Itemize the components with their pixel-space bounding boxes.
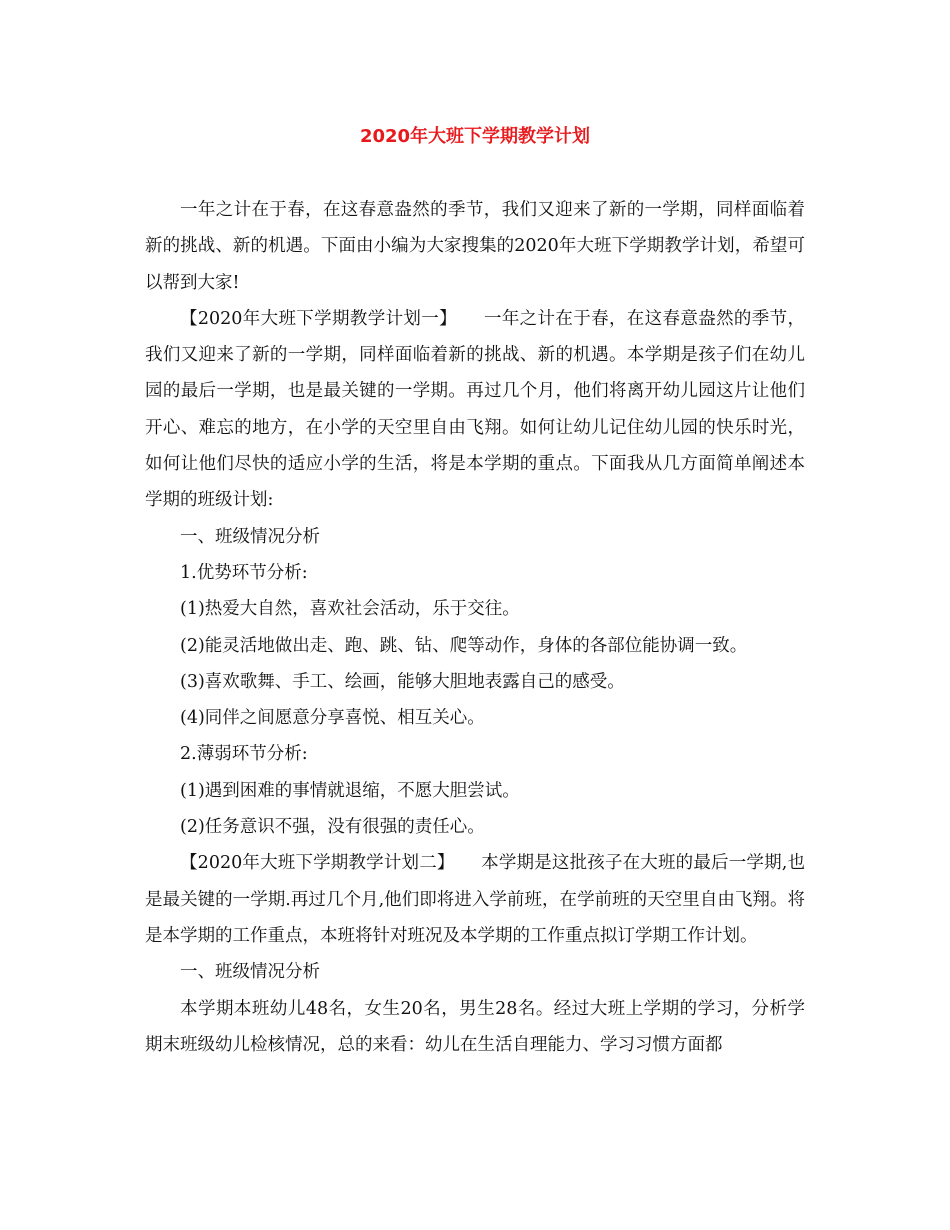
strength-item: (4)同伴之间愿意分享喜悦、相互关心。: [180, 708, 485, 729]
class-stats-paragraph: 本学期本班幼儿48名，女生20名，男生28名。经过大班上学期的学习，分析学期末班级幼儿检核情况，总的来看：幼儿在生活自理能力、学习习惯方面都: [145, 998, 805, 1055]
document-body: [145, 192, 805, 1063]
section-heading-class-analysis: 一、班级情况分析: [180, 526, 320, 547]
weakness-item: (1)遇到困难的事情就退缩，不愿大胆尝试。: [180, 780, 520, 801]
section-heading-class-analysis: 一、班级情况分析: [180, 962, 320, 983]
strength-item: (2)能灵活地做出走、跑、跳、钻、爬等动作，身体的各部位能协调一致。: [180, 635, 748, 656]
document-title: 2020年大班下学期教学计划: [359, 126, 591, 147]
weakness-item: (2)任务意识不强，没有很强的责任心。: [180, 817, 485, 838]
strength-item: (1)热爱大自然，喜欢社会活动，乐于交往。: [180, 599, 520, 620]
intro-paragraph: 一年之计在于春，在这春意盎然的季节，我们又迎来了新的一学期，同样面临着新的挑战、新的机遇。下面由小编为大家搜集的2020年大班下学期教学计划，希望可以帮到大家!: [145, 200, 805, 293]
subheading-strengths: 1.优势环节分析:: [180, 562, 308, 583]
plan-two-paragraph: 【2020年大班下学期教学计划二】 本学期是这批孩子在大班的最后一学期,也是最关键的一学期.再过几个月,他们即将进入学前班，在学前班的天空里自由飞翔。将是本学期的工作重点，本班将针对班况及本学期的工作重点拟订学期工作计划。: [145, 853, 805, 946]
strength-item: (3)喜欢歌舞、手工、绘画，能够大胆地表露自己的感受。: [180, 671, 625, 692]
subheading-weaknesses: 2.薄弱环节分析:: [180, 744, 308, 765]
plan-one-paragraph: 【2020年大班下学期教学计划一】 一年之计在于春，在这春意盎然的季节，我们又迎来了新的一学期，同样面临着新的挑战、新的机遇。本学期是孩子们在幼儿园的最后一学期，也是最关键的一学期。再过几个月，他们将离开幼儿园这片让他们开心、难忘的地方，在小学的天空里自由飞翔。如何让幼儿记住幼儿园的快乐时光，如何让他们尽快的适应小学的生活，将是本学期的重点。下面我从几方面简单阐述本学期的班级计划:: [145, 308, 805, 511]
